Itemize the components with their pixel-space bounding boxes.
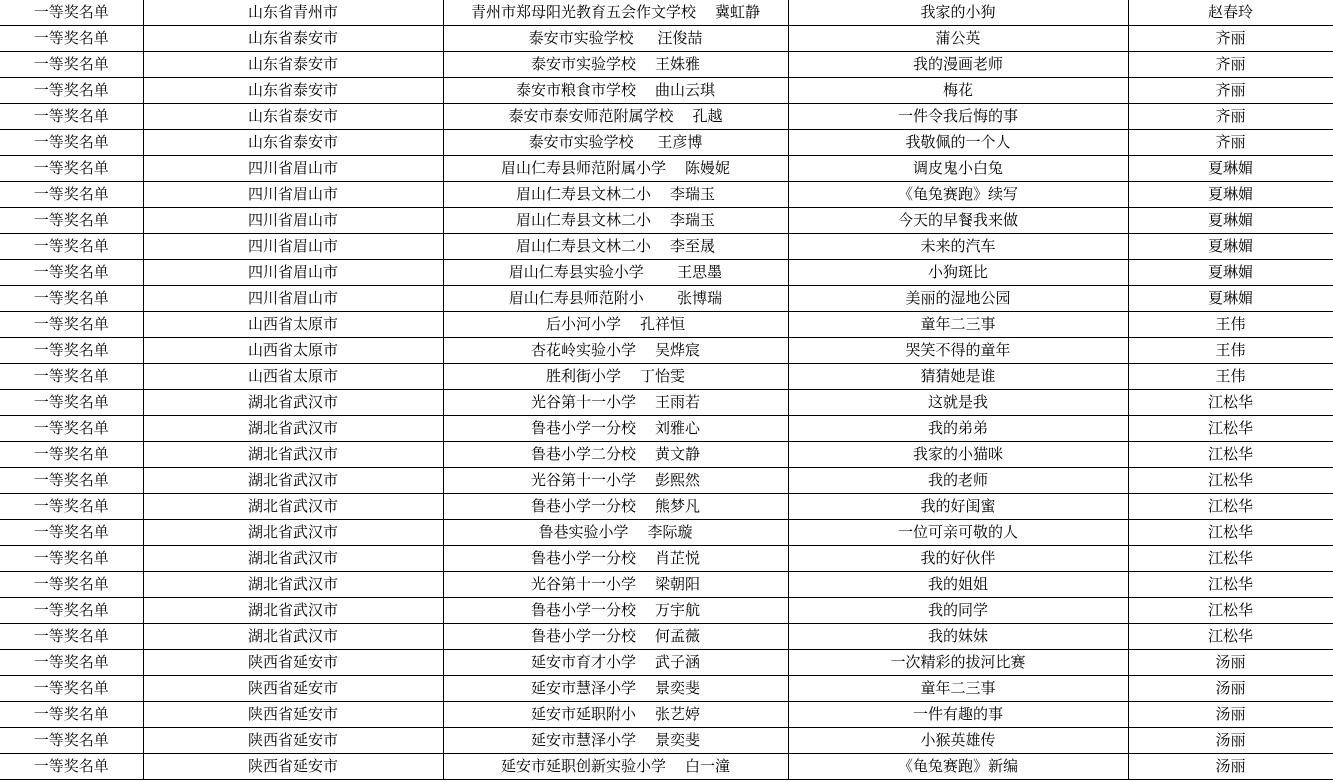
award-level-cell[interactable]: 一等奖名单 [0, 208, 143, 234]
teacher-cell[interactable]: 夏琳媚 [1128, 208, 1333, 234]
region-cell[interactable]: 湖北省武汉市 [143, 572, 443, 598]
table-row[interactable] [0, 390, 1333, 416]
award-level-cell[interactable]: 一等奖名单 [0, 0, 143, 26]
teacher-cell[interactable]: 江松华 [1128, 416, 1333, 442]
award-level-cell[interactable]: 一等奖名单 [0, 494, 143, 520]
table-row[interactable] [0, 260, 1333, 286]
teacher-cell[interactable]: 齐丽 [1128, 104, 1333, 130]
award-level-cell[interactable]: 一等奖名单 [0, 156, 143, 182]
school-student-cell[interactable]: 鲁巷小学一分校 万宇航 [443, 598, 788, 624]
school-student-cell[interactable]: 眉山仁寿县实验小学 王思墨 [443, 260, 788, 286]
teacher-cell[interactable]: 汤丽 [1128, 702, 1333, 728]
table-row[interactable] [0, 598, 1333, 624]
region-cell[interactable]: 山东省泰安市 [143, 52, 443, 78]
school-student-cell[interactable]: 眉山仁寿县文林二小 李瑞玉 [443, 208, 788, 234]
award-level-cell[interactable]: 一等奖名单 [0, 546, 143, 572]
essay-title-cell[interactable]: 小猴英雄传 [788, 728, 1128, 754]
essay-title-cell[interactable]: 小狗斑比 [788, 260, 1128, 286]
school-student-cell[interactable]: 鲁巷小学一分校 肖芷悦 [443, 546, 788, 572]
teacher-cell[interactable]: 江松华 [1128, 598, 1333, 624]
teacher-cell[interactable]: 赵春玲 [1128, 0, 1333, 26]
school-student-cell[interactable]: 鲁巷小学一分校 何孟薇 [443, 624, 788, 650]
award-level-cell[interactable]: 一等奖名单 [0, 754, 143, 780]
award-level-cell[interactable]: 一等奖名单 [0, 364, 143, 390]
award-level-cell[interactable]: 一等奖名单 [0, 572, 143, 598]
table-row[interactable] [0, 624, 1333, 650]
award-level-cell[interactable]: 一等奖名单 [0, 312, 143, 338]
essay-title-cell[interactable]: 蒲公英 [788, 26, 1128, 52]
teacher-cell[interactable]: 汤丽 [1128, 650, 1333, 676]
essay-title-cell[interactable]: 我家的小狗 [788, 0, 1128, 26]
award-level-cell[interactable]: 一等奖名单 [0, 676, 143, 702]
teacher-cell[interactable]: 王伟 [1128, 338, 1333, 364]
essay-title-cell[interactable]: 梅花 [788, 78, 1128, 104]
region-cell[interactable]: 湖北省武汉市 [143, 416, 443, 442]
teacher-cell[interactable]: 夏琳媚 [1128, 260, 1333, 286]
table-row[interactable] [0, 234, 1333, 260]
school-student-cell[interactable]: 鲁巷小学二分校 黄文静 [443, 442, 788, 468]
school-student-cell[interactable]: 光谷第十一小学 王雨若 [443, 390, 788, 416]
table-row[interactable] [0, 650, 1333, 676]
region-cell[interactable]: 山西省太原市 [143, 312, 443, 338]
region-cell[interactable]: 陕西省延安市 [143, 702, 443, 728]
award-level-cell[interactable]: 一等奖名单 [0, 234, 143, 260]
teacher-cell[interactable]: 王伟 [1128, 364, 1333, 390]
table-row[interactable] [0, 442, 1333, 468]
essay-title-cell[interactable]: 这就是我 [788, 390, 1128, 416]
award-level-cell[interactable]: 一等奖名单 [0, 624, 143, 650]
school-student-cell[interactable]: 延安市延职创新实验小学 白一潼 [443, 754, 788, 780]
teacher-cell[interactable]: 夏琳媚 [1128, 286, 1333, 312]
region-cell[interactable]: 四川省眉山市 [143, 182, 443, 208]
essay-title-cell[interactable]: 我的好闺蜜 [788, 494, 1128, 520]
table-row[interactable] [0, 0, 1333, 26]
essay-title-cell[interactable]: 一件有趣的事 [788, 702, 1128, 728]
region-cell[interactable]: 山东省泰安市 [143, 130, 443, 156]
essay-title-cell[interactable]: 一件令我后悔的事 [788, 104, 1128, 130]
teacher-cell[interactable]: 齐丽 [1128, 26, 1333, 52]
essay-title-cell[interactable]: 我敬佩的一个人 [788, 130, 1128, 156]
award-level-cell[interactable]: 一等奖名单 [0, 338, 143, 364]
table-row[interactable] [0, 182, 1333, 208]
table-row[interactable] [0, 104, 1333, 130]
region-cell[interactable]: 山东省泰安市 [143, 26, 443, 52]
award-level-cell[interactable]: 一等奖名单 [0, 26, 143, 52]
region-cell[interactable]: 湖北省武汉市 [143, 598, 443, 624]
teacher-cell[interactable]: 江松华 [1128, 624, 1333, 650]
school-student-cell[interactable]: 眉山仁寿县师范附属小学 陈嫚妮 [443, 156, 788, 182]
school-student-cell[interactable]: 光谷第十一小学 梁朝阳 [443, 572, 788, 598]
table-row[interactable] [0, 416, 1333, 442]
award-level-cell[interactable]: 一等奖名单 [0, 728, 143, 754]
essay-title-cell[interactable]: 我的弟弟 [788, 416, 1128, 442]
school-student-cell[interactable]: 眉山仁寿县文林二小 李瑞玉 [443, 182, 788, 208]
table-row[interactable] [0, 312, 1333, 338]
table-row[interactable] [0, 26, 1333, 52]
award-level-cell[interactable]: 一等奖名单 [0, 182, 143, 208]
teacher-cell[interactable]: 汤丽 [1128, 728, 1333, 754]
award-level-cell[interactable]: 一等奖名单 [0, 520, 143, 546]
essay-title-cell[interactable]: 哭笑不得的童年 [788, 338, 1128, 364]
region-cell[interactable]: 四川省眉山市 [143, 208, 443, 234]
award-level-cell[interactable]: 一等奖名单 [0, 416, 143, 442]
award-level-cell[interactable]: 一等奖名单 [0, 702, 143, 728]
teacher-cell[interactable]: 齐丽 [1128, 52, 1333, 78]
school-student-cell[interactable]: 杏花岭实验小学 吴烨宸 [443, 338, 788, 364]
region-cell[interactable]: 陕西省延安市 [143, 650, 443, 676]
table-row[interactable] [0, 520, 1333, 546]
table-row[interactable] [0, 754, 1333, 780]
table-row[interactable] [0, 546, 1333, 572]
region-cell[interactable]: 四川省眉山市 [143, 286, 443, 312]
table-row[interactable] [0, 494, 1333, 520]
essay-title-cell[interactable]: 我家的小猫咪 [788, 442, 1128, 468]
region-cell[interactable]: 四川省眉山市 [143, 156, 443, 182]
award-level-cell[interactable]: 一等奖名单 [0, 286, 143, 312]
region-cell[interactable]: 四川省眉山市 [143, 260, 443, 286]
region-cell[interactable]: 山东省泰安市 [143, 78, 443, 104]
table-row[interactable] [0, 728, 1333, 754]
essay-title-cell[interactable]: 我的妹妹 [788, 624, 1128, 650]
table-row[interactable] [0, 78, 1333, 104]
school-student-cell[interactable]: 眉山仁寿县师范附小 张博瑞 [443, 286, 788, 312]
award-level-cell[interactable]: 一等奖名单 [0, 260, 143, 286]
school-student-cell[interactable]: 胜利街小学 丁怡雯 [443, 364, 788, 390]
teacher-cell[interactable]: 江松华 [1128, 572, 1333, 598]
region-cell[interactable]: 陕西省延安市 [143, 676, 443, 702]
teacher-cell[interactable]: 汤丽 [1128, 754, 1333, 780]
teacher-cell[interactable]: 夏琳媚 [1128, 156, 1333, 182]
essay-title-cell[interactable]: 我的姐姐 [788, 572, 1128, 598]
teacher-cell[interactable]: 江松华 [1128, 494, 1333, 520]
essay-title-cell[interactable]: 我的漫画老师 [788, 52, 1128, 78]
region-cell[interactable]: 湖北省武汉市 [143, 494, 443, 520]
award-level-cell[interactable]: 一等奖名单 [0, 442, 143, 468]
region-cell[interactable]: 湖北省武汉市 [143, 624, 443, 650]
teacher-cell[interactable]: 江松华 [1128, 442, 1333, 468]
region-cell[interactable]: 山东省泰安市 [143, 104, 443, 130]
award-level-cell[interactable]: 一等奖名单 [0, 468, 143, 494]
region-cell[interactable]: 湖北省武汉市 [143, 520, 443, 546]
school-student-cell[interactable]: 延安市延职附小 张艺婷 [443, 702, 788, 728]
school-student-cell[interactable]: 泰安市粮食市学校 曲山云琪 [443, 78, 788, 104]
teacher-cell[interactable]: 江松华 [1128, 468, 1333, 494]
award-level-cell[interactable]: 一等奖名单 [0, 78, 143, 104]
table-row[interactable] [0, 364, 1333, 390]
region-cell[interactable]: 湖北省武汉市 [143, 442, 443, 468]
school-student-cell[interactable]: 鲁巷小学一分校 熊梦凡 [443, 494, 788, 520]
teacher-cell[interactable]: 江松华 [1128, 390, 1333, 416]
essay-title-cell[interactable]: 一位可亲可敬的人 [788, 520, 1128, 546]
teacher-cell[interactable]: 汤丽 [1128, 676, 1333, 702]
region-cell[interactable]: 山东省青州市 [143, 0, 443, 26]
essay-title-cell[interactable]: 我的老师 [788, 468, 1128, 494]
school-student-cell[interactable]: 泰安市实验学校 汪俊喆 [443, 26, 788, 52]
table-row[interactable] [0, 338, 1333, 364]
school-student-cell[interactable]: 延安市慧泽小学 景奕斐 [443, 728, 788, 754]
school-student-cell[interactable]: 鲁巷小学一分校 刘雅心 [443, 416, 788, 442]
table-row[interactable] [0, 468, 1333, 494]
table-row[interactable] [0, 208, 1333, 234]
school-student-cell[interactable]: 泰安市实验学校 王姝雅 [443, 52, 788, 78]
table-row[interactable] [0, 286, 1333, 312]
region-cell[interactable]: 陕西省延安市 [143, 754, 443, 780]
region-cell[interactable]: 四川省眉山市 [143, 234, 443, 260]
teacher-cell[interactable]: 王伟 [1128, 312, 1333, 338]
award-level-cell[interactable]: 一等奖名单 [0, 52, 143, 78]
school-student-cell[interactable]: 鲁巷实验小学 李际璇 [443, 520, 788, 546]
teacher-cell[interactable]: 夏琳媚 [1128, 234, 1333, 260]
region-cell[interactable]: 湖北省武汉市 [143, 468, 443, 494]
teacher-cell[interactable]: 齐丽 [1128, 78, 1333, 104]
table-row[interactable] [0, 130, 1333, 156]
school-student-cell[interactable]: 眉山仁寿县文林二小 李至晟 [443, 234, 788, 260]
teacher-cell[interactable]: 夏琳媚 [1128, 182, 1333, 208]
school-student-cell[interactable]: 光谷第十一小学 彭熙然 [443, 468, 788, 494]
region-cell[interactable]: 湖北省武汉市 [143, 546, 443, 572]
table-row[interactable] [0, 676, 1333, 702]
table-row[interactable] [0, 52, 1333, 78]
table-row[interactable] [0, 572, 1333, 598]
essay-title-cell[interactable]: 今天的早餐我来做 [788, 208, 1128, 234]
region-cell[interactable]: 湖北省武汉市 [143, 390, 443, 416]
award-level-cell[interactable]: 一等奖名单 [0, 130, 143, 156]
school-student-cell[interactable]: 青州市郑母阳光教育五会作文学校 冀虹静 [443, 0, 788, 26]
essay-title-cell[interactable]: 我的好伙伴 [788, 546, 1128, 572]
essay-title-cell[interactable]: 童年二三事 [788, 676, 1128, 702]
essay-title-cell[interactable]: 一次精彩的拔河比赛 [788, 650, 1128, 676]
award-level-cell[interactable]: 一等奖名单 [0, 650, 143, 676]
school-student-cell[interactable]: 延安市育才小学 武子涵 [443, 650, 788, 676]
award-level-cell[interactable]: 一等奖名单 [0, 390, 143, 416]
essay-title-cell[interactable]: 童年二三事 [788, 312, 1128, 338]
school-student-cell[interactable]: 泰安市实验学校 王彦博 [443, 130, 788, 156]
essay-title-cell[interactable]: 我的同学 [788, 598, 1128, 624]
region-cell[interactable]: 山西省太原市 [143, 338, 443, 364]
school-student-cell[interactable]: 泰安市泰安师范附属学校 孔越 [443, 104, 788, 130]
school-student-cell[interactable]: 延安市慧泽小学 景奕斐 [443, 676, 788, 702]
essay-title-cell[interactable]: 猜猜她是谁 [788, 364, 1128, 390]
award-level-cell[interactable]: 一等奖名单 [0, 598, 143, 624]
essay-title-cell[interactable]: 调皮鬼小白兔 [788, 156, 1128, 182]
award-level-cell[interactable]: 一等奖名单 [0, 104, 143, 130]
teacher-cell[interactable]: 江松华 [1128, 520, 1333, 546]
table-row[interactable] [0, 702, 1333, 728]
essay-title-cell[interactable]: 未来的汽车 [788, 234, 1128, 260]
teacher-cell[interactable]: 江松华 [1128, 546, 1333, 572]
essay-title-cell[interactable]: 《龟兔赛跑》新编 [788, 754, 1128, 780]
region-cell[interactable]: 山西省太原市 [143, 364, 443, 390]
essay-title-cell[interactable]: 美丽的湿地公园 [788, 286, 1128, 312]
school-student-cell[interactable]: 后小河小学 孔祥恒 [443, 312, 788, 338]
teacher-cell[interactable]: 齐丽 [1128, 130, 1333, 156]
region-cell[interactable]: 陕西省延安市 [143, 728, 443, 754]
table-row[interactable] [0, 156, 1333, 182]
essay-title-cell[interactable]: 《龟兔赛跑》续写 [788, 182, 1128, 208]
